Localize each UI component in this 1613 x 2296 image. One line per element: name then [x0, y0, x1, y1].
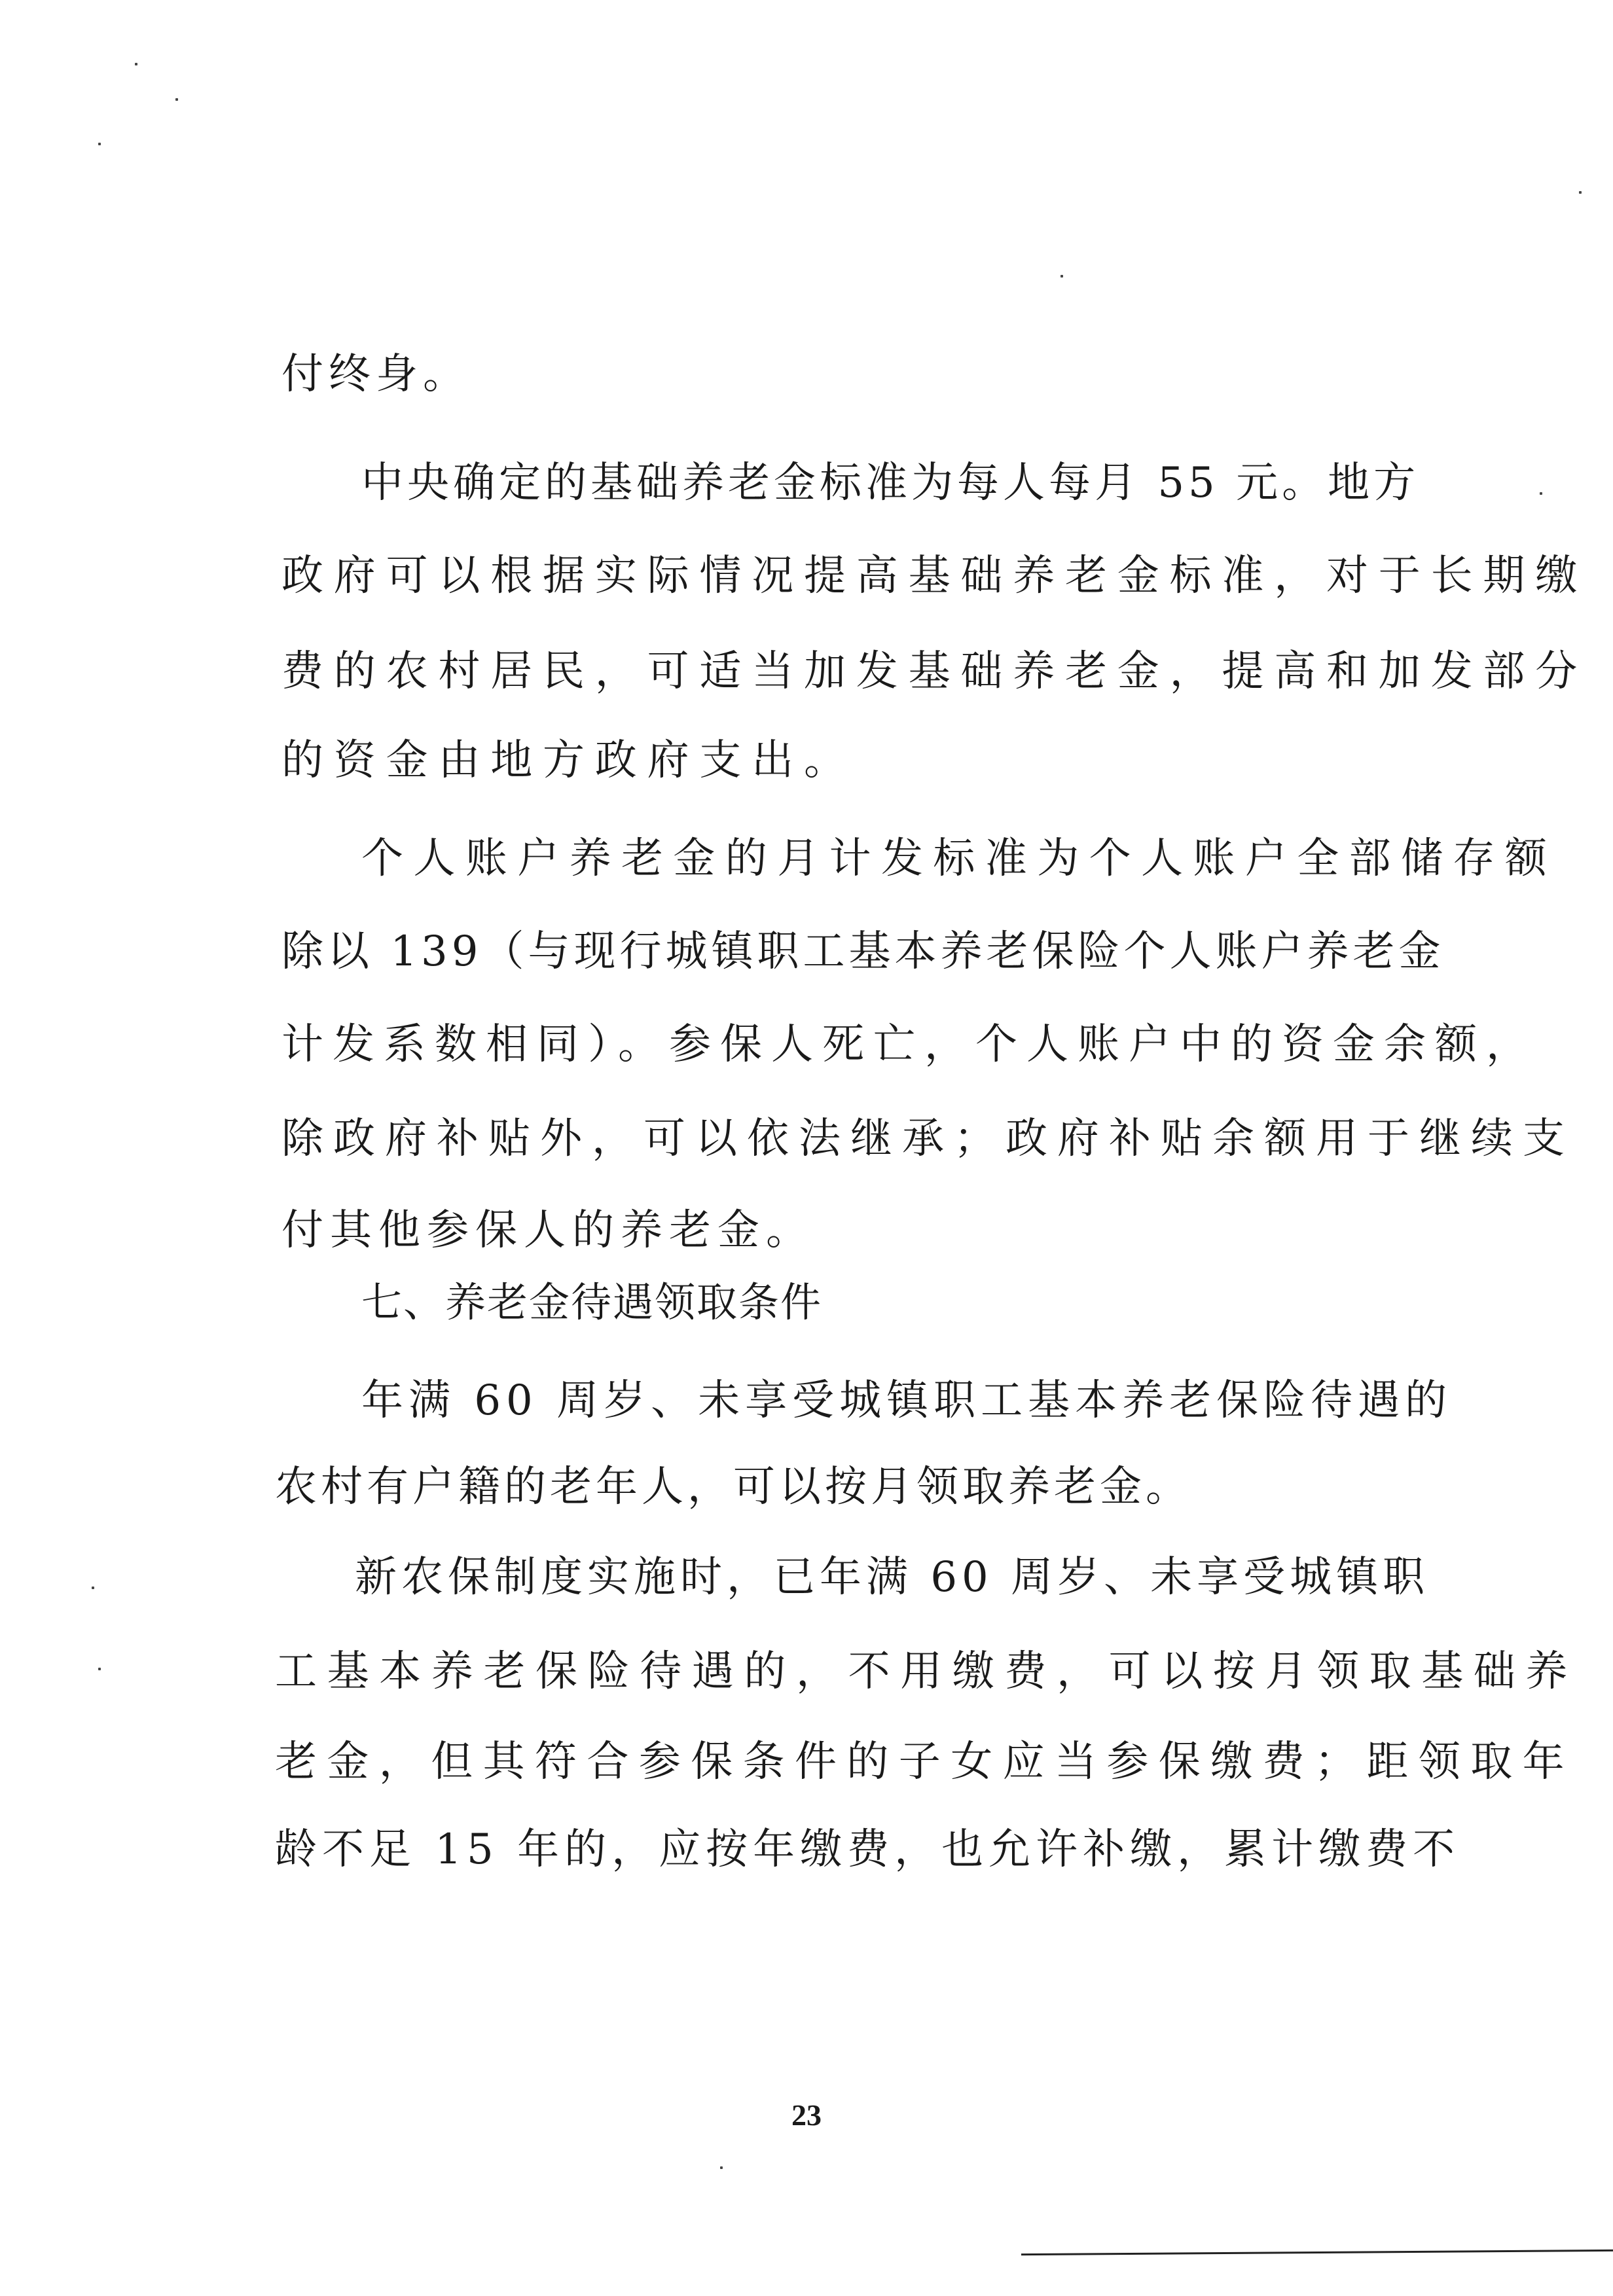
- body-line: 工基本养老保险待遇的，不用缴费，可以按月领取基础养: [275, 1647, 1578, 1696]
- scan-speck: [1540, 492, 1542, 495]
- body-line: 的资金由地方政府支出。: [281, 736, 856, 785]
- scan-rule: [1021, 2250, 1613, 2255]
- body-line: 政府可以根据实际情况提高基础养老金标准，对于长期缴: [281, 552, 1587, 600]
- body-line: 除以 139（与现行城镇职工基本养老保险个人账户养老金: [281, 927, 1445, 976]
- body-line: 个人账户养老金的月计发标准为个人账户全部储存额: [361, 834, 1557, 883]
- scan-speck: [92, 1587, 94, 1589]
- body-line: 新农保制度实施时，已年满 60 周岁、未享受城镇职: [355, 1553, 1430, 1602]
- scan-speck: [1579, 191, 1582, 194]
- body-line: 中央确定的基础养老金标准为每人每月 55 元。地方: [361, 459, 1420, 507]
- body-line: 龄不足 15 年的，应按年缴费，也允许补缴，累计缴费不: [275, 1825, 1460, 1874]
- body-line: 农村有户籍的老年人，可以按月领取养老金。: [275, 1463, 1191, 1511]
- body-line: 计发系数相同）。参保人死亡，个人账户中的资金余额，: [281, 1020, 1537, 1069]
- body-line: 年满 60 周岁、未享受城镇职工基本养老保险待遇的: [361, 1376, 1453, 1425]
- scan-speck: [720, 2166, 723, 2169]
- scan-speck: [175, 98, 178, 101]
- body-line: 除政府补贴外，可以依法继承；政府补贴余额用于继续支: [281, 1115, 1574, 1163]
- body-line: 费的农村居民，可适当加发基础养老金，提高和加发部分: [281, 647, 1587, 696]
- body-line: 付其他参保人的养老金。: [281, 1206, 814, 1255]
- body-line: 付终身。: [281, 350, 470, 399]
- scan-speck: [1060, 275, 1063, 278]
- scan-speck: [135, 63, 137, 65]
- body-line: 老金，但其符合参保条件的子女应当参保缴费；距领取年: [275, 1738, 1574, 1786]
- scan-speck: [98, 1668, 101, 1670]
- scan-speck: [98, 143, 101, 145]
- section-heading: 七、养老金待遇领取条件: [361, 1278, 823, 1326]
- page-number: 23: [791, 2098, 822, 2132]
